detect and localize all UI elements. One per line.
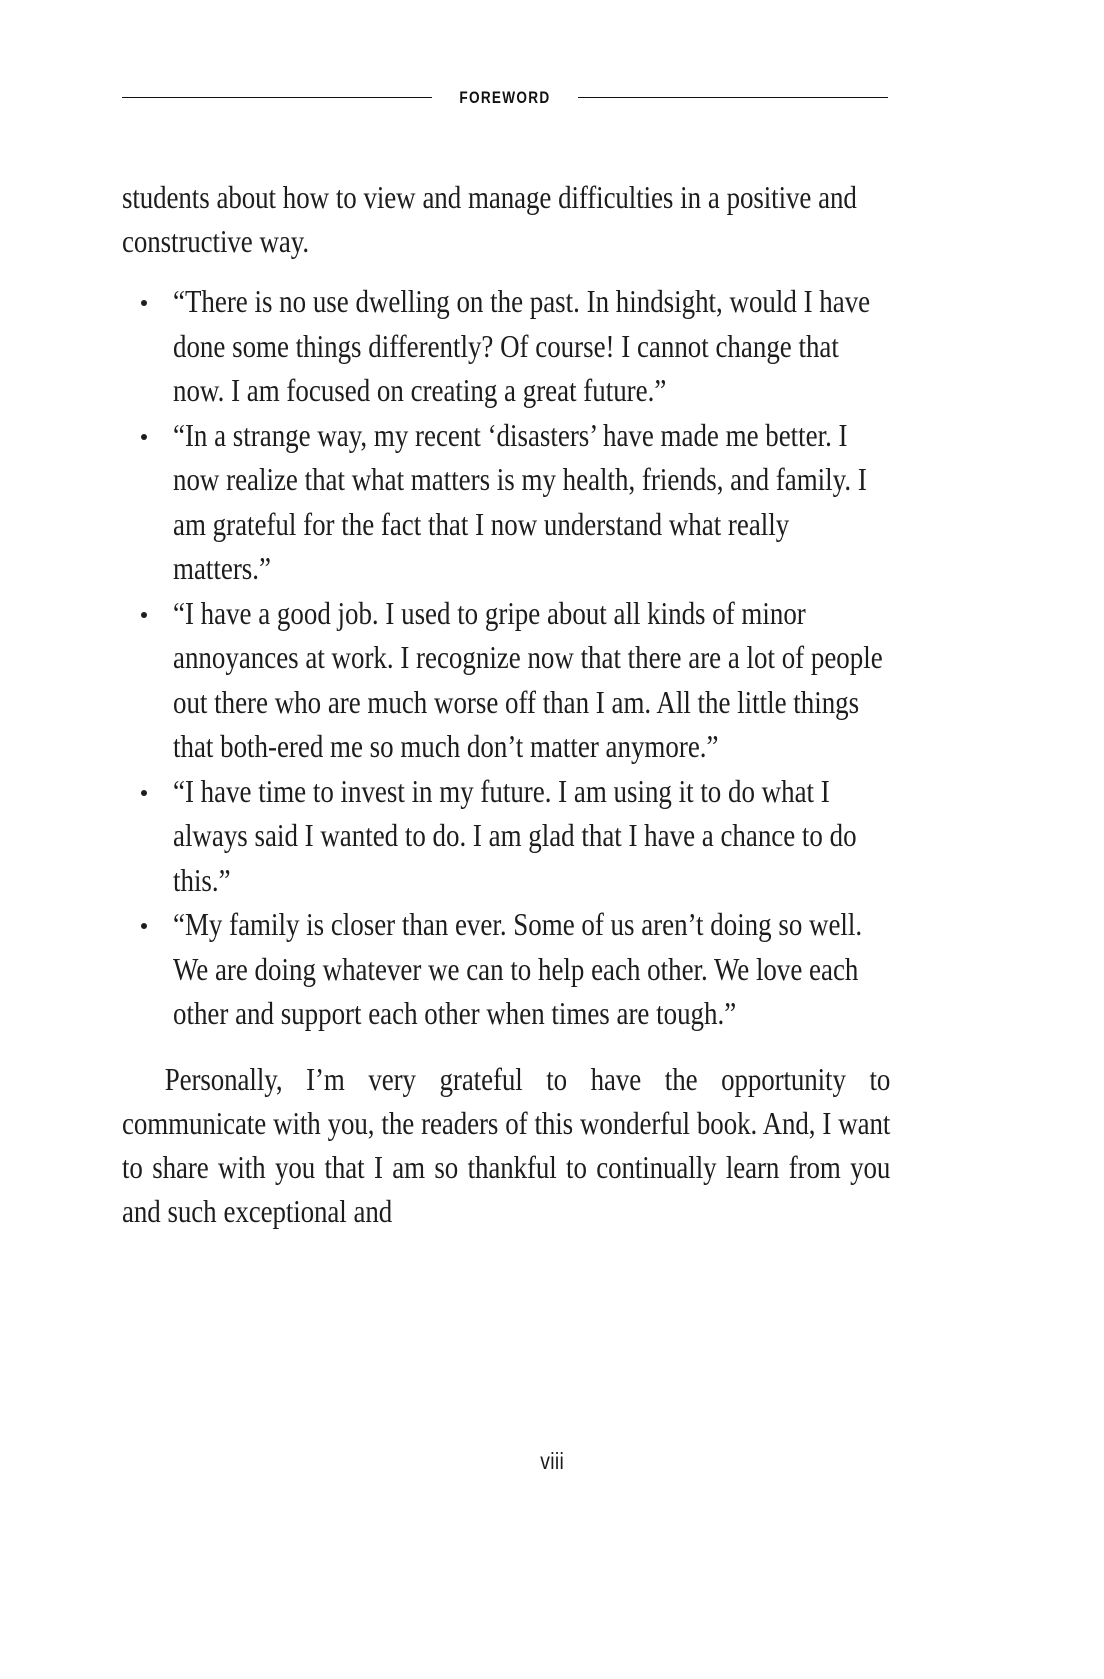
bullet-dot-icon [141,790,147,796]
list-item [122,770,890,904]
quote-bullet-list [122,280,890,1037]
text-block [122,176,890,1234]
list-item-text: “I have time to invest in my future. I am using it to do what I always said I wanted to do. I am glad that I have a chance to do this.” [173,773,857,898]
intro-paragraph-text: students about how to view and manage difficulties in a positive and constructive way. [122,180,857,259]
page-number [0,1448,1104,1475]
running-head-rule-left [122,97,432,98]
list-item-text: “There is no use dwelling on the past. In hindsight, would I have done some things differently? Of course! I cannot change that now. I am focused on creating a great future.” [173,284,871,408]
bullet-dot-icon [141,923,147,929]
closing-paragraph [122,1058,890,1234]
list-item-text: “My family is closer than ever. Some of us aren’t doing so well. We are doing whatever we can to help each other. We love each other and support each other when times are tough.” [173,907,863,1031]
list-item-text: “I have a good job. I used to gripe about all kinds of minor annoyances at work. I recognize now that there are a lot of people out there who are much worse off than I am. All the little things that both-ered me so much don’t matter anymore.” [173,595,883,764]
running-head-title: FOREWORD [459,87,551,107]
running-head [122,80,888,114]
list-item [122,903,890,1037]
list-item [122,592,890,770]
bullet-dot-icon [141,300,147,306]
list-item [122,280,890,414]
list-item-text: “In a strange way, my recent ‘disasters’ have made me better. I now realize that what matters is my health, friends, and family. I am grateful for the fact that I now understand what really matters.” [173,417,867,586]
page-number-text: viii [540,1448,564,1474]
bullet-dot-icon [141,434,147,440]
closing-paragraph-text: Personally, I’m very grateful to have the opportunity to communicate with you, the readers of this wonderful book. And, I want to share with you that I am so thankful to continually learn from you and such exceptional and [122,1061,891,1229]
intro-paragraph [122,176,890,264]
running-head-rule-right [578,97,888,98]
list-item [122,414,890,592]
bullet-dot-icon [141,612,147,618]
